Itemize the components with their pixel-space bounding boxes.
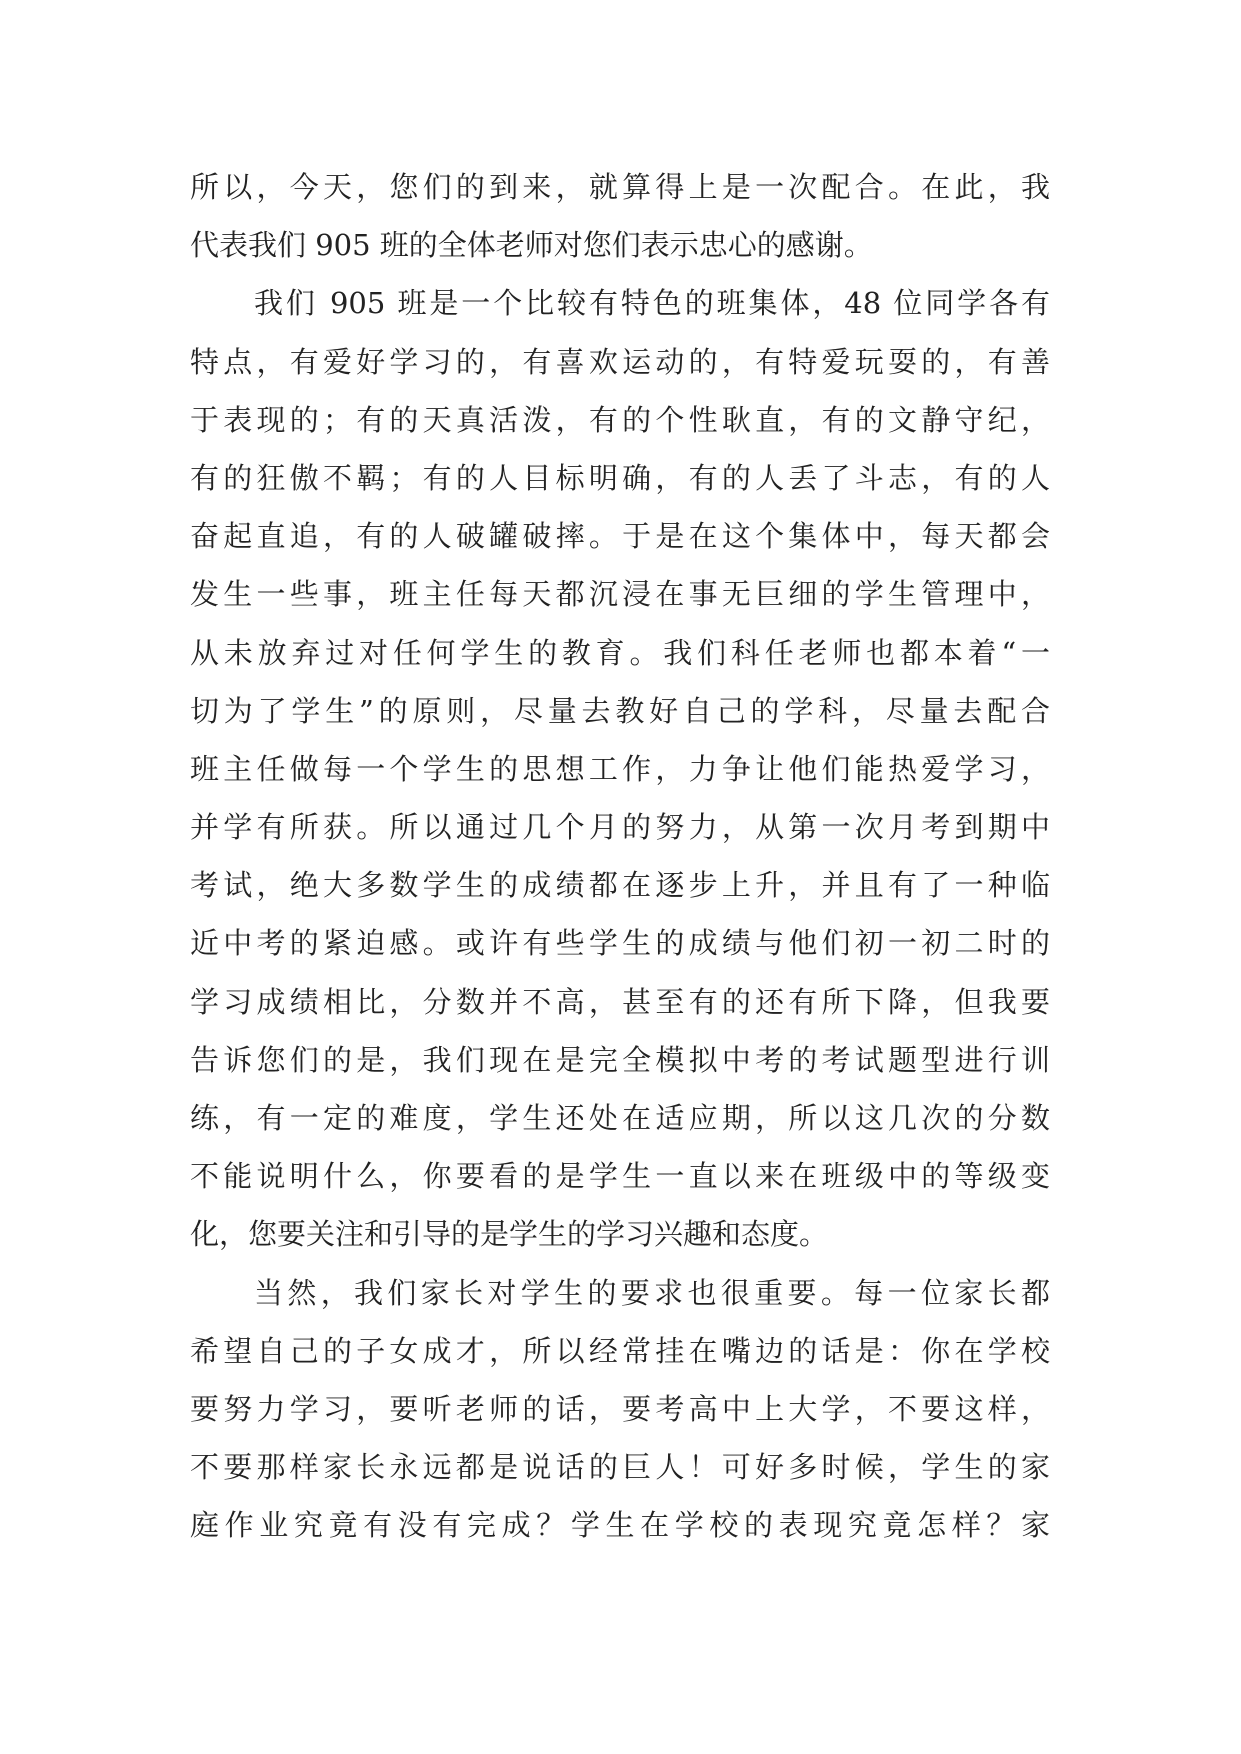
text-line: 当然，我们家长对学生的要求也很重要。每一位家长都 [254, 1275, 1050, 1310]
text-line: 所以，今天，您们的到来，就算得上是一次配合。在此，我 [190, 170, 1050, 204]
text-line: 特点，有爱好学习的，有喜欢运动的，有特爱玩耍的，有善 [190, 344, 1050, 379]
body-text [190, 158, 1050, 1555]
text-line: 并学有所获。所以通过几个月的努力，从第一次月考到期中 [190, 810, 1050, 845]
text-line: 希望自己的子女成才，所以经常挂在嘴边的话是：你在学校 [190, 1333, 1050, 1368]
text-line: 庭作业究竟有没有完成？学生在学校的表现究竟怎样？家 [190, 1508, 1050, 1543]
text-line: 代表我们 905 班的全体老师对您们表示忠心的感谢。 [190, 228, 873, 263]
text-line: 化，您要关注和引导的是学生的学习兴趣和态度。 [190, 1217, 829, 1252]
text-line: 奋起直追，有的人破罐破摔。于是在这个集体中，每天都会 [190, 519, 1050, 554]
text-line: 练，有一定的难度，学生还处在适应期，所以这几次的分数 [190, 1101, 1050, 1135]
text-line: 发生一些事，班主任每天都沉浸在事无巨细的学生管理中， [190, 577, 1050, 612]
text-line: 要努力学习，要听老师的话，要考高中上大学，不要这样， [190, 1391, 1050, 1426]
text-line: 切为了学生”的原则，尽量去教好自己的学科，尽量去配合 [190, 693, 1050, 728]
text-line: 从未放弃过对任何学生的教育。我们科任老师也都本着“一 [190, 635, 1050, 670]
text-line: 考试，绝大多数学生的成绩都在逐步上升，并且有了一种临 [190, 868, 1050, 903]
text-line: 不要那样家长永远都是说话的巨人！可好多时候，学生的家 [190, 1450, 1050, 1485]
text-line: 告诉您们的是，我们现在是完全模拟中考的考试题型进行训 [190, 1042, 1050, 1077]
text-line: 学习成绩相比，分数并不高，甚至有的还有所下降，但我要 [190, 984, 1050, 1019]
text-line: 于表现的；有的天真活泼，有的个性耿直，有的文静守纪， [190, 402, 1050, 437]
text-line: 我们 905 班是一个比较有特色的班集体，48 位同学各有 [254, 286, 1050, 321]
text-line: 有的狂傲不羁；有的人目标明确，有的人丢了斗志，有的人 [190, 460, 1050, 495]
text-line: 近中考的紧迫感。或许有些学生的成绩与他们初一初二时的 [190, 926, 1050, 961]
text-line: 班主任做每一个学生的思想工作，力争让他们能热爱学习， [190, 751, 1050, 786]
text-line: 不能说明什么，你要看的是学生一直以来在班级中的等级变 [190, 1159, 1050, 1194]
